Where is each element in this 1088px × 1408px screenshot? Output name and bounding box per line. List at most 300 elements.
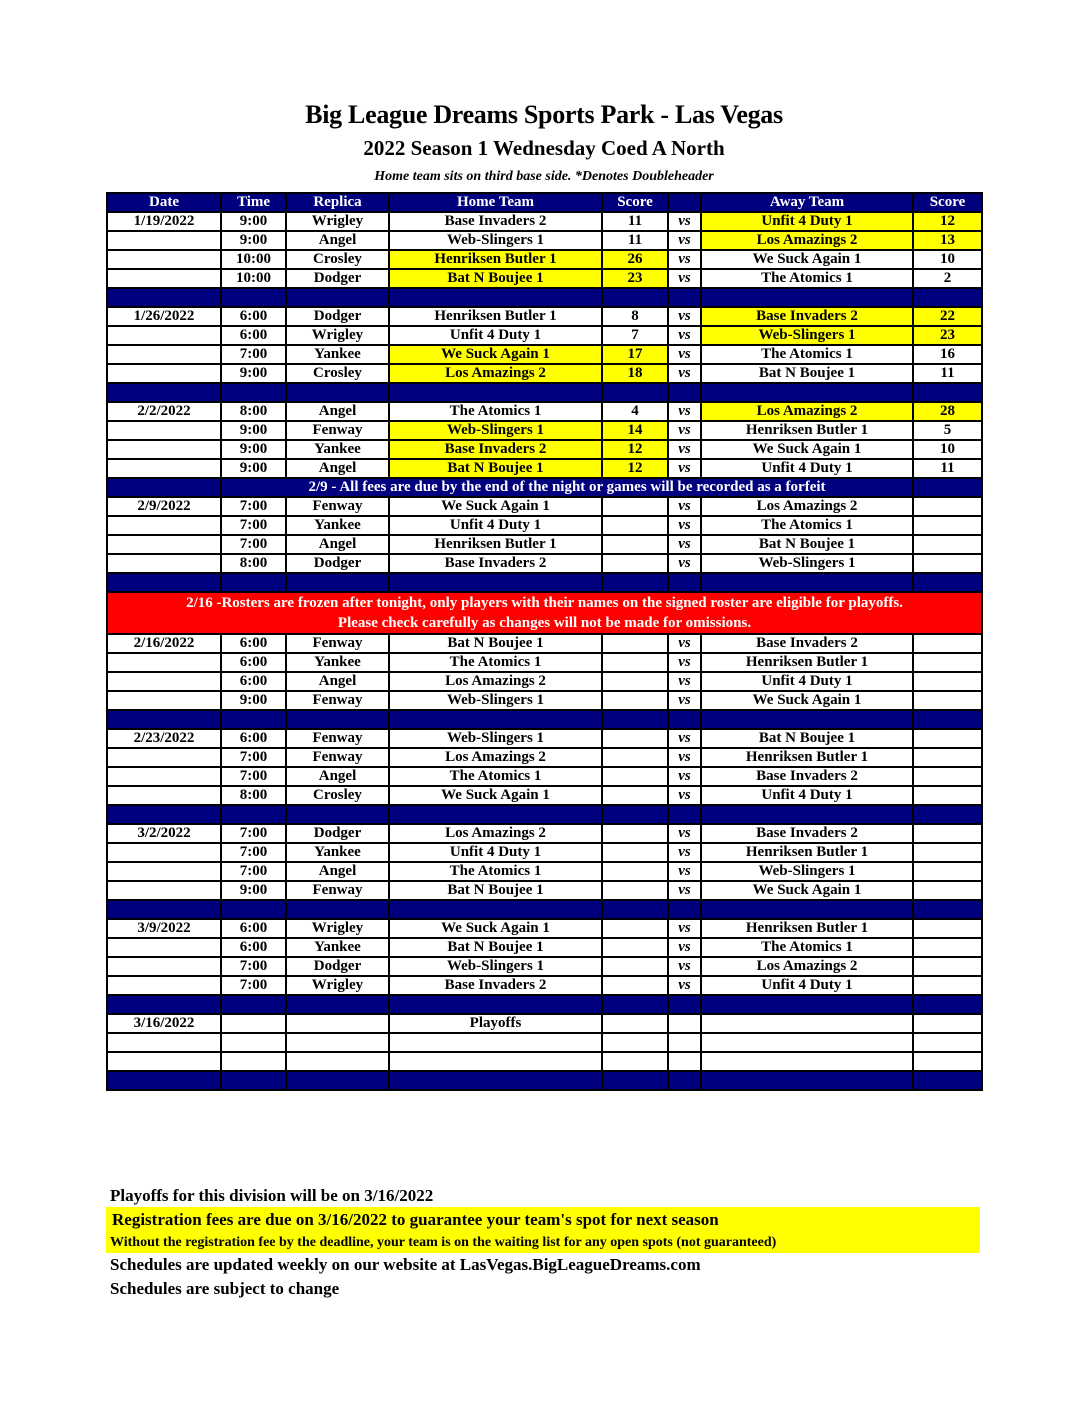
game-row [107,634,982,653]
game-time: 6:00 [221,307,286,326]
away-team: Base Invaders 2 [701,824,913,843]
separator-cell [602,383,668,402]
separator-cell [286,710,389,729]
banner-line: Please check carefully as changes will not be made for omissions. [337,615,752,631]
away-score [913,843,982,862]
vs-label: vs [668,516,701,535]
separator-cell [668,288,701,307]
away-team: Henriksen Butler 1 [701,421,913,440]
home-team: Web-Slingers 1 [389,421,602,440]
footer-website: Schedules are updated weekly on our website at LasVegas.BigLeagueDreams.com [110,1255,701,1274]
vs-label: vs [668,421,701,440]
separator-cell [389,805,602,824]
banner-line: 2/16 -Rosters are frozen after tonight, only players with their names on the signed roster are eligible for playoffs. [186,595,903,611]
away-team: The Atomics 1 [701,938,913,957]
away-score: 13 [913,231,982,250]
away-score [913,691,982,710]
home-team: The Atomics 1 [389,862,602,881]
game-field: Angel [286,402,389,421]
separator-cell [913,1071,982,1090]
vs-label [668,1033,701,1052]
home-score [602,824,668,843]
table-header-row [107,193,982,212]
home-team: Base Invaders 2 [389,212,602,231]
vs-label: vs [668,881,701,900]
home-team: Bat N Boujee 1 [389,269,602,288]
home-team: Bat N Boujee 1 [389,634,602,653]
home-team: The Atomics 1 [389,653,602,672]
separator-cell [286,1071,389,1090]
home-score [602,843,668,862]
game-time: 7:00 [221,767,286,786]
game-time: 6:00 [221,634,286,653]
home-team: Web-Slingers 1 [389,729,602,748]
home-score: 11 [602,212,668,231]
separator-cell [913,900,982,919]
col-header-date: Date [107,193,221,212]
away-team [701,1052,913,1071]
col-header-home-score: Score [602,193,668,212]
away-score: 28 [913,402,982,421]
away-team: Henriksen Butler 1 [701,919,913,938]
separator-cell [913,995,982,1014]
game-field: Fenway [286,421,389,440]
separator-cell [221,805,286,824]
game-time: 9:00 [221,691,286,710]
page-subtitle: 2022 Season 1 Wednesday Coed A North [363,136,725,160]
game-date [107,231,221,250]
separator-row [107,1071,982,1090]
home-score [602,554,668,573]
separator-cell [701,995,913,1014]
vs-label: vs [668,786,701,805]
away-score [913,516,982,535]
separator-cell [701,710,913,729]
col-header-time: Time [221,193,286,212]
vs-label: vs [668,843,701,862]
game-date [107,976,221,995]
game-date [107,748,221,767]
game-time: 9:00 [221,881,286,900]
game-time: 9:00 [221,459,286,478]
game-field: Dodger [286,957,389,976]
vs-label: vs [668,748,701,767]
game-date: 2/23/2022 [107,729,221,748]
game-row [107,938,982,957]
away-team: Unfit 4 Duty 1 [701,976,913,995]
game-date [107,459,221,478]
away-score: 2 [913,269,982,288]
away-score: 10 [913,440,982,459]
away-team: Los Amazings 2 [701,231,913,250]
home-team: Web-Slingers 1 [389,957,602,976]
page-title: Big League Dreams Sports Park - Las Vegas [305,100,783,129]
header-note: Home team sits on third base side. *Denotes Doubleheader [374,169,714,184]
vs-label: vs [668,957,701,976]
game-field: Fenway [286,729,389,748]
vs-label [668,1052,701,1071]
game-row [107,881,982,900]
game-field [286,1052,389,1071]
home-team: Bat N Boujee 1 [389,938,602,957]
home-score [602,957,668,976]
game-date [107,786,221,805]
game-row [107,516,982,535]
game-field: Wrigley [286,976,389,995]
game-row [107,440,982,459]
game-row [107,402,982,421]
away-score [913,672,982,691]
game-date: 1/26/2022 [107,307,221,326]
away-team: We Suck Again 1 [701,250,913,269]
game-field: Angel [286,672,389,691]
separator-row [107,710,982,729]
game-time [221,1033,286,1052]
separator-cell [221,288,286,307]
game-date: 1/19/2022 [107,212,221,231]
game-row [107,535,982,554]
separator-cell [701,383,913,402]
game-row [107,554,982,573]
game-field: Yankee [286,440,389,459]
separator-cell [913,383,982,402]
separator-row [107,573,982,592]
footer-without-fee: Without the registration fee by the deadline, your team is on the waiting list for any open spots (not guaranteed) [110,1235,777,1250]
footer-subject-to-change: Schedules are subject to change [110,1279,340,1298]
separator-cell [107,573,221,592]
game-row [107,421,982,440]
game-time: 6:00 [221,729,286,748]
game-time: 9:00 [221,440,286,459]
home-score [602,919,668,938]
game-row [107,843,982,862]
away-team: We Suck Again 1 [701,691,913,710]
game-date: 2/2/2022 [107,402,221,421]
separator-cell [913,805,982,824]
separator-cell [913,710,982,729]
vs-label: vs [668,307,701,326]
home-team: Playoffs [389,1014,602,1033]
away-team: The Atomics 1 [701,345,913,364]
away-score [913,767,982,786]
away-team: Unfit 4 Duty 1 [701,786,913,805]
away-score: 16 [913,345,982,364]
game-field: Wrigley [286,919,389,938]
game-row [107,976,982,995]
home-team: Unfit 4 Duty 1 [389,843,602,862]
home-score [602,862,668,881]
away-team: We Suck Again 1 [701,440,913,459]
vs-label: vs [668,938,701,957]
game-row [107,307,982,326]
separator-cell [668,805,701,824]
away-score [913,957,982,976]
game-date [107,269,221,288]
home-score: 26 [602,250,668,269]
away-team: Los Amazings 2 [701,402,913,421]
separator-cell [107,710,221,729]
game-field [286,1014,389,1033]
game-date [107,535,221,554]
game-field: Fenway [286,497,389,516]
vs-label: vs [668,326,701,345]
game-date [107,938,221,957]
separator-cell [668,710,701,729]
game-field: Fenway [286,881,389,900]
separator-cell [668,383,701,402]
away-score [913,634,982,653]
game-field: Crosley [286,786,389,805]
away-team: Web-Slingers 1 [701,862,913,881]
game-time: 7:00 [221,862,286,881]
away-team: Henriksen Butler 1 [701,653,913,672]
away-team: We Suck Again 1 [701,881,913,900]
away-team: Base Invaders 2 [701,307,913,326]
away-score [913,535,982,554]
home-team: Henriksen Butler 1 [389,250,602,269]
game-date [107,345,221,364]
separator-cell [107,288,221,307]
away-team [701,1033,913,1052]
away-team: Bat N Boujee 1 [701,364,913,383]
home-team: Los Amazings 2 [389,672,602,691]
home-score [602,1014,668,1033]
away-score [913,729,982,748]
game-field: Yankee [286,843,389,862]
separator-cell [913,288,982,307]
game-row [107,326,982,345]
separator-cell [389,900,602,919]
game-field: Wrigley [286,212,389,231]
game-row [107,862,982,881]
home-score: 18 [602,364,668,383]
game-time: 8:00 [221,554,286,573]
vs-label: vs [668,250,701,269]
game-row [107,672,982,691]
home-team: Los Amazings 2 [389,364,602,383]
game-date: 3/16/2022 [107,1014,221,1033]
home-score: 14 [602,421,668,440]
game-time: 9:00 [221,231,286,250]
away-score [913,919,982,938]
vs-label: vs [668,459,701,478]
footer-playoffs: Playoffs for this division will be on 3/16/2022 [110,1186,434,1205]
game-time: 9:00 [221,212,286,231]
home-score: 12 [602,440,668,459]
separator-cell [221,573,286,592]
vs-label: vs [668,497,701,516]
game-time: 7:00 [221,843,286,862]
home-team: Base Invaders 2 [389,440,602,459]
fee-notice-row [107,478,982,497]
separator-cell [389,1071,602,1090]
game-row [107,231,982,250]
separator-cell [602,995,668,1014]
home-score [602,748,668,767]
vs-label: vs [668,554,701,573]
away-score [913,497,982,516]
home-score: 23 [602,269,668,288]
game-time: 9:00 [221,421,286,440]
game-row [107,786,982,805]
away-score [913,1033,982,1052]
vs-label: vs [668,653,701,672]
away-score [913,1052,982,1071]
home-score [602,691,668,710]
home-score [602,516,668,535]
game-time: 7:00 [221,535,286,554]
away-score [913,653,982,672]
away-team: Bat N Boujee 1 [701,535,913,554]
game-field: Dodger [286,307,389,326]
away-team: Bat N Boujee 1 [701,729,913,748]
away-team: Los Amazings 2 [701,497,913,516]
game-date [107,767,221,786]
separator-cell [286,805,389,824]
away-team: Los Amazings 2 [701,957,913,976]
separator-cell [221,383,286,402]
vs-label: vs [668,767,701,786]
separator-cell [221,1071,286,1090]
game-field: Angel [286,862,389,881]
separator-cell [107,900,221,919]
game-date: 2/16/2022 [107,634,221,653]
separator-cell [389,710,602,729]
vs-label: vs [668,862,701,881]
game-time: 7:00 [221,976,286,995]
game-row [107,497,982,516]
game-date [107,554,221,573]
game-row [107,459,982,478]
home-score [602,535,668,554]
separator-row [107,900,982,919]
game-time: 7:00 [221,497,286,516]
home-team: We Suck Again 1 [389,786,602,805]
away-team: Unfit 4 Duty 1 [701,459,913,478]
game-row [107,691,982,710]
away-score: 11 [913,459,982,478]
game-field: Crosley [286,250,389,269]
away-score [913,824,982,843]
game-field: Angel [286,767,389,786]
col-header-vs [668,193,701,212]
game-time: 6:00 [221,919,286,938]
game-time: 8:00 [221,786,286,805]
game-date [107,672,221,691]
vs-label: vs [668,535,701,554]
game-row [107,957,982,976]
separator-cell [221,710,286,729]
home-score [602,938,668,957]
home-team: Bat N Boujee 1 [389,881,602,900]
game-field: Fenway [286,748,389,767]
game-field: Crosley [286,364,389,383]
away-team [701,1014,913,1033]
vs-label: vs [668,824,701,843]
game-time [221,1052,286,1071]
home-team [389,1033,602,1052]
col-header-away-score: Score [913,193,982,212]
game-field: Dodger [286,824,389,843]
home-team: Unfit 4 Duty 1 [389,516,602,535]
game-time: 7:00 [221,748,286,767]
away-score [913,938,982,957]
away-score: 10 [913,250,982,269]
game-field: Angel [286,231,389,250]
notice-blank [913,478,982,497]
home-team: We Suck Again 1 [389,345,602,364]
home-team: The Atomics 1 [389,402,602,421]
separator-cell [602,573,668,592]
home-score [602,767,668,786]
game-field: Wrigley [286,326,389,345]
away-score [913,748,982,767]
home-team: We Suck Again 1 [389,497,602,516]
home-team: Los Amazings 2 [389,824,602,843]
fee-notice: 2/9 - All fees are due by the end of the night or games will be recorded as a forfeit [221,478,913,497]
separator-row [107,805,982,824]
away-team: Web-Slingers 1 [701,554,913,573]
game-date [107,1052,221,1071]
separator-cell [107,383,221,402]
away-team: Base Invaders 2 [701,767,913,786]
game-date [107,440,221,459]
away-team: The Atomics 1 [701,269,913,288]
notice-blank [107,478,221,497]
away-score [913,862,982,881]
game-date [107,326,221,345]
separator-cell [668,573,701,592]
col-header-home-team: Home Team [389,193,602,212]
home-score: 4 [602,402,668,421]
away-score: 22 [913,307,982,326]
away-team: Web-Slingers 1 [701,326,913,345]
vs-label: vs [668,212,701,231]
home-team: Henriksen Butler 1 [389,307,602,326]
home-team: Bat N Boujee 1 [389,459,602,478]
game-row [107,1052,982,1071]
game-time: 6:00 [221,653,286,672]
game-time: 7:00 [221,516,286,535]
game-date [107,691,221,710]
separator-cell [389,995,602,1014]
home-score: 17 [602,345,668,364]
game-time: 10:00 [221,250,286,269]
game-row [107,824,982,843]
away-team: Henriksen Butler 1 [701,748,913,767]
schedule-table [106,192,983,1091]
home-score: 7 [602,326,668,345]
roster-freeze-banner [107,592,982,634]
away-score: 5 [913,421,982,440]
separator-cell [701,1071,913,1090]
away-score [913,554,982,573]
vs-label: vs [668,691,701,710]
home-score [602,881,668,900]
away-score [913,786,982,805]
home-score [602,729,668,748]
away-team: The Atomics 1 [701,516,913,535]
away-score [913,881,982,900]
game-field: Angel [286,535,389,554]
home-score [602,634,668,653]
game-time: 7:00 [221,957,286,976]
vs-label: vs [668,440,701,459]
game-time: 6:00 [221,938,286,957]
vs-label: vs [668,402,701,421]
separator-row [107,288,982,307]
game-date [107,653,221,672]
